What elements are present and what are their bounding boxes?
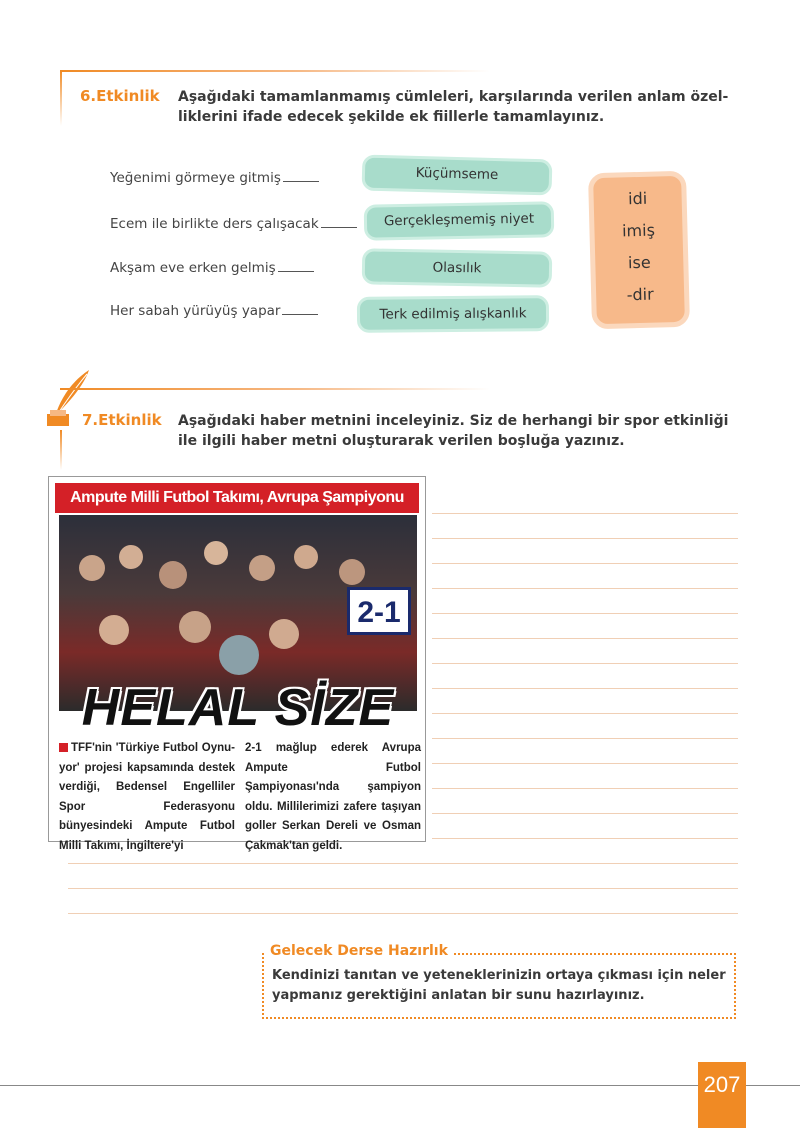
crowd-figure (79, 555, 105, 581)
writing-line[interactable] (432, 688, 738, 689)
crowd-figure (269, 619, 299, 649)
activity6-instruction-line2: liklerini ifade edecek şekilde ek fiillerle tamamlayınız. (178, 109, 605, 125)
crowd-figure (204, 541, 228, 565)
sentence-text: Yeğenimi görmeye gitmiş (110, 170, 281, 186)
writing-line[interactable] (68, 888, 738, 889)
crowd-figure (294, 545, 318, 569)
writing-line[interactable] (432, 713, 738, 714)
activity7-instruction-line1: Aşağıdaki haber metnini inceleyiniz. Siz de herhangi bir spor etkinliği (178, 413, 729, 429)
writing-line[interactable] (432, 538, 738, 539)
answer-blank[interactable] (283, 180, 319, 182)
page-number: 207 (698, 1062, 746, 1128)
news-big-title: HELAL SİZE (81, 679, 395, 737)
writing-line[interactable] (68, 863, 738, 864)
writing-line[interactable] (432, 763, 738, 764)
activity6-header-vline (60, 70, 62, 126)
activity6-instruction-line1: Aşağıdaki tamamlanmamış cümleleri, karşılarında verilen anlam özel- (178, 89, 729, 105)
answer-blank[interactable] (321, 226, 357, 228)
news-clipping (48, 476, 426, 852)
sentence-2 (110, 216, 357, 232)
sentence-text: Ecem ile birlikte ders çalışacak (110, 216, 319, 232)
sentence-text: Her sabah yürüyüş yapar (110, 303, 281, 319)
activity7-header-vline (60, 430, 62, 470)
activity6-header-line (60, 70, 490, 72)
suffix-ise: ise (627, 252, 651, 273)
news-column-1-text: TFF'nin 'Türkiye Futbol Oynu-yor' projesi kapsamında destek verdiği, Bedensel Engelliler Spor Federasyonu bünyesindeki Ampute Futbol Milli Takımı, İngiltere'yi (59, 742, 235, 852)
sentence-3 (110, 260, 314, 276)
writing-line[interactable] (432, 738, 738, 739)
sentence-4 (110, 303, 318, 319)
activity7-header-line (60, 388, 490, 390)
crowd-figure (249, 555, 275, 581)
answer-blank[interactable] (282, 313, 318, 315)
suffix-imis: imiş (621, 220, 656, 241)
writing-line[interactable] (432, 588, 738, 589)
suffix-dir: -dir (626, 284, 654, 305)
writing-line[interactable] (432, 663, 738, 664)
news-headline: Ampute Milli Futbol Takımı, Avrupa Şampiyonu (55, 483, 419, 513)
writing-line[interactable] (432, 813, 738, 814)
activity6-instruction (178, 87, 738, 127)
score-badge: 2-1 (347, 587, 411, 635)
activity7-label: 7.Etkinlik (82, 411, 162, 429)
preparation-text: Kendinizi tanıtan ve yeteneklerinizin ortaya çıkması için neler yapmanız gerektiğini anlatan bir sunu hazırlayınız. (272, 968, 726, 1003)
crowd-figure (99, 615, 129, 645)
meaning-pill-4: Terk edilmiş alışkanlık (357, 295, 549, 333)
writing-line[interactable] (432, 613, 738, 614)
trophy (219, 635, 259, 675)
suffix-idi: idi (627, 188, 648, 209)
crowd-figure (159, 561, 187, 589)
crowd-figure (339, 559, 365, 585)
activity7-instruction (178, 411, 738, 451)
answer-blank[interactable] (278, 270, 314, 272)
news-column-2: 2-1 mağlup ederek Avrupa Ampute Futbol Şampiyonası'nda şampiyon oldu. Millilerimizi zafere taşıyan goller Serkan Dereli ve Osman Çakmak'tan geldi. (245, 742, 421, 852)
writing-line[interactable] (432, 513, 738, 514)
sentence-text: Akşam eve erken gelmiş (110, 260, 276, 276)
meaning-pill-3: Olasılık (362, 248, 553, 287)
writing-line[interactable] (432, 563, 738, 564)
writing-line[interactable] (68, 913, 738, 914)
crowd-figure (179, 611, 211, 643)
activity7-instruction-line2: ile ilgili haber metni oluşturarak verilen boşluğa yazınız. (178, 433, 625, 449)
bullet-square-icon (59, 743, 68, 752)
meaning-pill-1: Küçümseme (362, 155, 553, 196)
suffix-box (588, 171, 690, 330)
preparation-title: Gelecek Derse Hazırlık (266, 943, 452, 959)
news-column-1 (59, 739, 235, 856)
meaning-pill-2: Gerçekleşmemiş niyet (364, 201, 555, 240)
footer-line (0, 1085, 800, 1086)
writing-line[interactable] (432, 638, 738, 639)
activity6-label: 6.Etkinlik (80, 87, 160, 105)
sentence-1 (110, 170, 319, 186)
writing-line[interactable] (432, 838, 738, 839)
writing-line[interactable] (432, 788, 738, 789)
crowd-figure (119, 545, 143, 569)
